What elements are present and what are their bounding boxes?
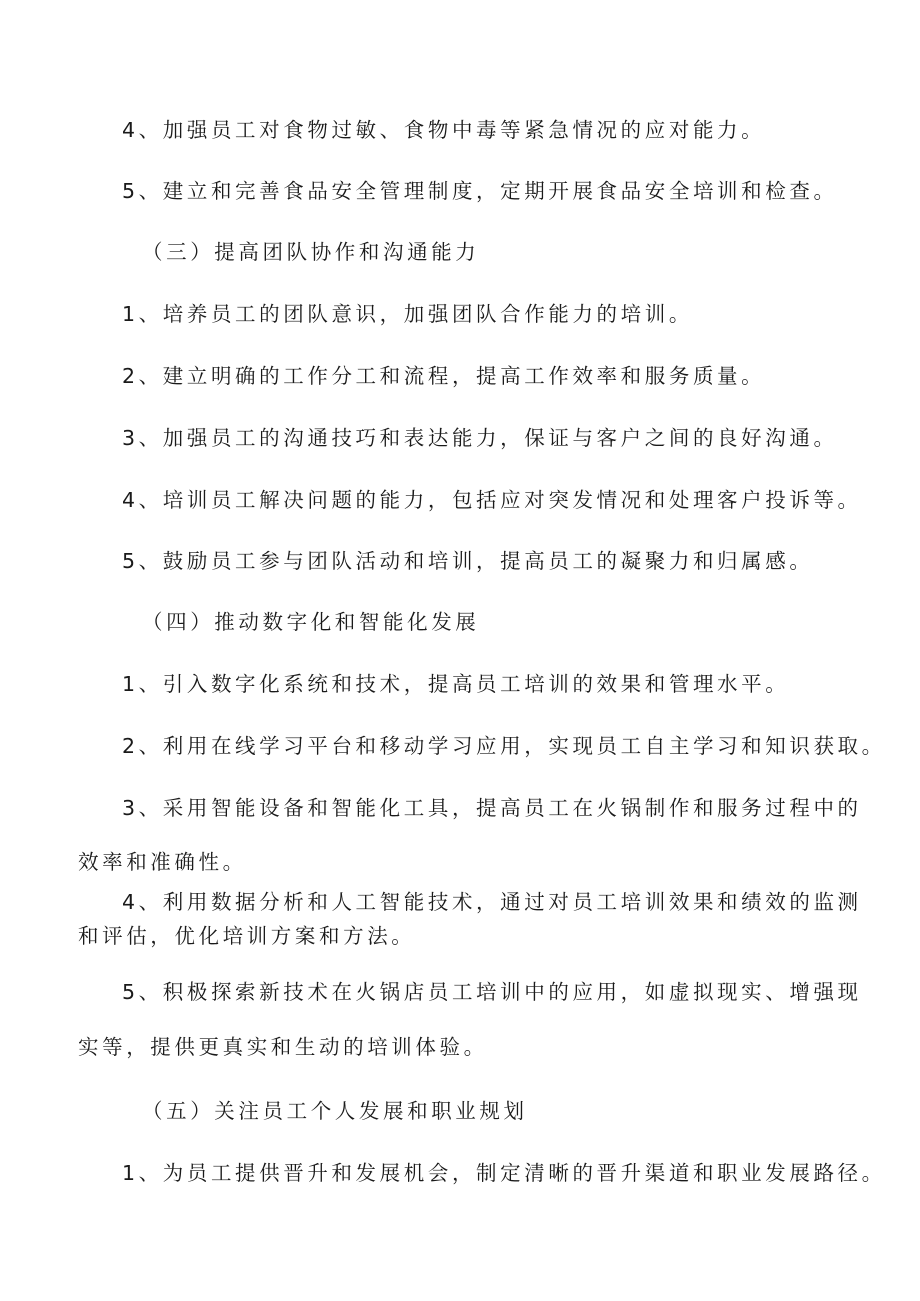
paragraph-line: 4、培训员工解决问题的能力，包括应对突发情况和处理客户投诉等。 — [122, 488, 862, 512]
paragraph-line: 3、采用智能设备和智能化工具，提高员工在火锅制作和服务过程中的 — [122, 796, 862, 820]
paragraph-line: 5、积极探索新技术在火锅店员工培训中的应用，如虚拟现实、增强现 — [122, 980, 862, 1004]
paragraph-line: 4、利用数据分析和人工智能技术，通过对员工培训效果和绩效的监测 — [122, 890, 862, 914]
paragraph-line: 2、利用在线学习平台和移动学习应用，实现员工自主学习和知识获取。 — [122, 734, 886, 758]
paragraph-line: 效率和准确性。 — [78, 850, 247, 874]
paragraph-line: 3、加强员工的沟通技巧和表达能力，保证与客户之间的良好沟通。 — [122, 426, 838, 450]
paragraph-line: 4、加强员工对食物过敏、食物中毒等紧急情况的应对能力。 — [122, 118, 766, 142]
paragraph-line: 1、引入数字化系统和技术，提高员工培训的效果和管理水平。 — [122, 672, 790, 696]
paragraph-line: 1、培养员工的团队意识，加强团队合作能力的培训。 — [122, 302, 693, 326]
section-heading: （五）关注员工个人发展和职业规划 — [142, 1099, 528, 1123]
section-heading: （四）推动数字化和智能化发展 — [142, 610, 480, 634]
paragraph-line: 实等，提供更真实和生动的培训体验。 — [78, 1035, 488, 1059]
paragraph-line: 5、建立和完善食品安全管理制度，定期开展食品安全培训和检查。 — [122, 179, 838, 203]
paragraph-line: 5、鼓励员工参与团队活动和培训，提高员工的凝聚力和归属感。 — [122, 549, 814, 573]
paragraph-line: 和评估，优化培训方案和方法。 — [78, 924, 416, 948]
section-heading: （三）提高团队协作和沟通能力 — [142, 240, 480, 264]
paragraph-line: 1、为员工提供晋升和发展机会，制定清晰的晋升渠道和职业发展路径。 — [122, 1161, 886, 1185]
paragraph-line: 2、建立明确的工作分工和流程，提高工作效率和服务质量。 — [122, 364, 766, 388]
